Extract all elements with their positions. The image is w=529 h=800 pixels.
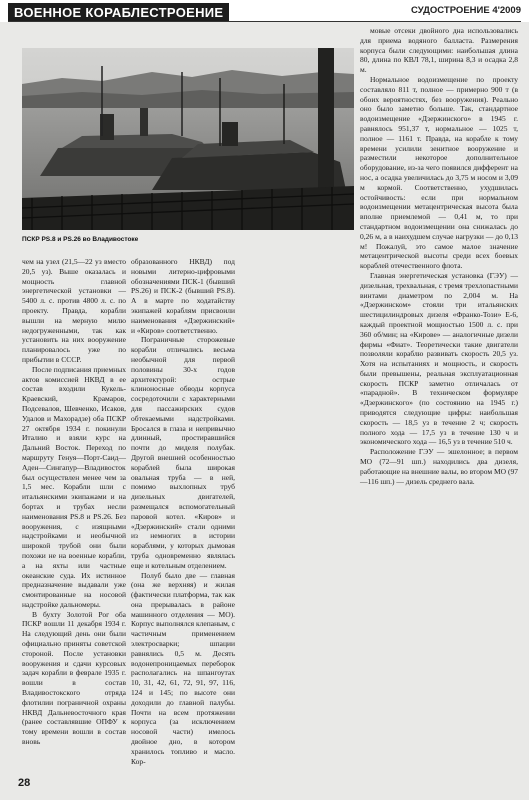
paragraph: чем на узел (21,5—22 уз вместо 20,5 уз). Выше оказалась и мощность главной энергетической установки — 5400 л. с. против 4800 л. с. по проекту. Правда, корабли вышли на мерную милю недогруженными, так как установить на них вооружение планировалось уже по прибытии в СССР.	[22, 257, 126, 364]
paragraph: Расположение ГЭУ — эшелонное; в первом МО (72—91 шп.) находились два дизеля, работающие на внешние валы, во втором МО (97—116 шп.) — дизель среднего вала.	[360, 447, 518, 486]
header-rule	[8, 21, 521, 22]
paragraph: Нормальное водоизмещение по проекту составляло 811 т, полное — примерно 900 т (в обоих вероятностях, без вооружения). Реально оно было заметно больше. Так, стандартное водоизмещение «Дзержинского» в 1945 г. равнялось 951,37 т, нормальное — 1025 т, полное — 1161 т. Правда, на корабле к тому времени усилили зенитное вооружение и разместили некоторое дополнительное оборудование, из-за чего появился дифферент на нос, а осадка увеличилась до 3,75 м носом и 3,09 м кормой. Соответственно, ухудшилась остойчивость: если при нормальном водоизмещении метацентрическая высота была вполне приемлемой — 0,41 м, то при стандартном водоизмещении она снижалась до 0,26 м, а в наихудшем случае нагрузки — до 0,13 м! Пожалуй, это самое малое значение метацентрической высоты среди всех боевых кораблей отечественного флота.	[360, 74, 518, 271]
photo-caption: ПСКР PS.8 и PS.26 во Владивостоке	[22, 236, 139, 243]
text-column-1	[22, 257, 126, 747]
paragraph: Пограничные сторожевые корабли отличались весьма необычной для первой половины 30-х годов архитектурой: острые клиноносные обводы корпуса сосредоточили с характерными для пассажирских судов обтекаемыми надстройками. Бросался в глаза и непривычно длинный, простиравшийся почти до миделя полубак. Другой внешней особенностью кораблей была широкая овальная труба — в ней, помимо выхлопных труб дизельных двигателей, размещался вспомогательный паровой котел. «Киров» и «Дзержинский» стали одними из немногих в истории кораблями, у которых дымовая труба одновременно являлась еще и котельным отделением.	[131, 335, 235, 570]
page-number: 28	[18, 777, 31, 789]
text-column-2	[131, 257, 235, 766]
paragraph: В бухту Золотой Рог оба ПСКР вошли 11 декабря 1934 г. На следующий день они были официально приняты советской стороной. После установки вооружения и сдачи курсовых задач корабли в феврале 1935 г. вошли в состав Владивостокского отряда флотилии пограничной охраны НКВД Дальневосточного края (ранее составлявшие ОПФУ к тому времени вошли в состав вновь	[22, 609, 126, 747]
paragraph: Главная энергетическая установка (ГЭУ) — дизельная, трехвальная, с тремя трехлопастными винтами диаметром по 2,004 м. На «Дзержинском» стояли три итальянских шестицилиндровых дизеля «Франко-Този» Е-6, каждый проектной мощностью 1500 л. с. при 360 об/мин; на «Кирове» — аналогичные дизели фирмы «Фиат». Теоретически такие двигатели позволяли кораблю развивать скорость 20,5 уз. Хотя на испытаниях и мощность, и скорость были превышены, реальная эксплуатационная скорость ПСКР заметно отличалась от «парадной». В техническом формуляре «Дзержинского» (по состоянию на 1945 г.) приводятся следующие цифры: наибольшая скорость — 18,5 уз в течение 2 ч; скорость полного хода — 17,5 уз в течение 130 ч и экономического хода — 16,5 уз в течение 510 ч.	[360, 270, 518, 447]
paragraph: мовые отсеки двойного дна использовались для приема водяного балласта. Размерения корпуса были следующими: наибольшая длина 80, длина по КВЛ 78,1, ширина 8,3 и осадка 2,8 м.	[360, 26, 518, 75]
section-title: ВОЕННОЕ КОРАБЛЕСТРОЕНИЕ	[8, 3, 229, 22]
page-header	[0, 0, 529, 22]
paragraph: образованного НКВД) под новыми литерно-цифровыми обозначениями ПСК-1 (бывший PS.26) и ПСК-2 (бывший PS.8). А в марте по ходатайству экипажей кораблям присвоили наименования «Дзержинский» и «Киров» соответственно.	[131, 257, 235, 335]
paragraph: После подписания приемных актов комиссией НКВД в ее состав входили Кукель-Краевский, Крамаров, Подсевалов, Шевченко, Исаков, Удалов и Махорадзе) оба ПСКР 27 октября 1934 г. покинули Италию и взяли курс на Дальний Восток. Переход по маршруту Генуя—Порт-Саид—Аден—Сингапур—Владивосток был осуществлен менее чем за 1,5 мес. Корабли шли с итальянскими экипажами и на бортах и трубах несли наименования PS.8 и PS.26. Без вооружения, с изящными надстройками и необычной широкой трубой они были похожи не на военные корабли, а на яхты или частные океанские суда. Их истинное предназначение выдавали уже смонтированные на носовой надстройке дальномеры.	[22, 364, 126, 609]
paragraph: Полуб было две — главная (она же верхняя) и жилая (фактически платформа, так как она прерывалась в районе машинного отделения — МО). Корпус выполнялся клепаным, с частичным применением электросварки; шпации равнялись 0,5 м. Десять водонепроницаемых переборок располагались на шпангоутах 10, 31, 42, 61, 72, 91, 97, 116, 124 и 145; по высоте они доходили до главной палубы. Почти на всем протяжении корпуса (за исключением носовой части) имелось двойное дно, в котором хранилось топливо и масло. Кор-	[131, 570, 235, 766]
photo-patrol-ships	[22, 48, 354, 230]
journal-issue: СУДОСТРОЕНИЕ 4'2009	[410, 5, 521, 16]
text-column-3	[360, 26, 518, 486]
